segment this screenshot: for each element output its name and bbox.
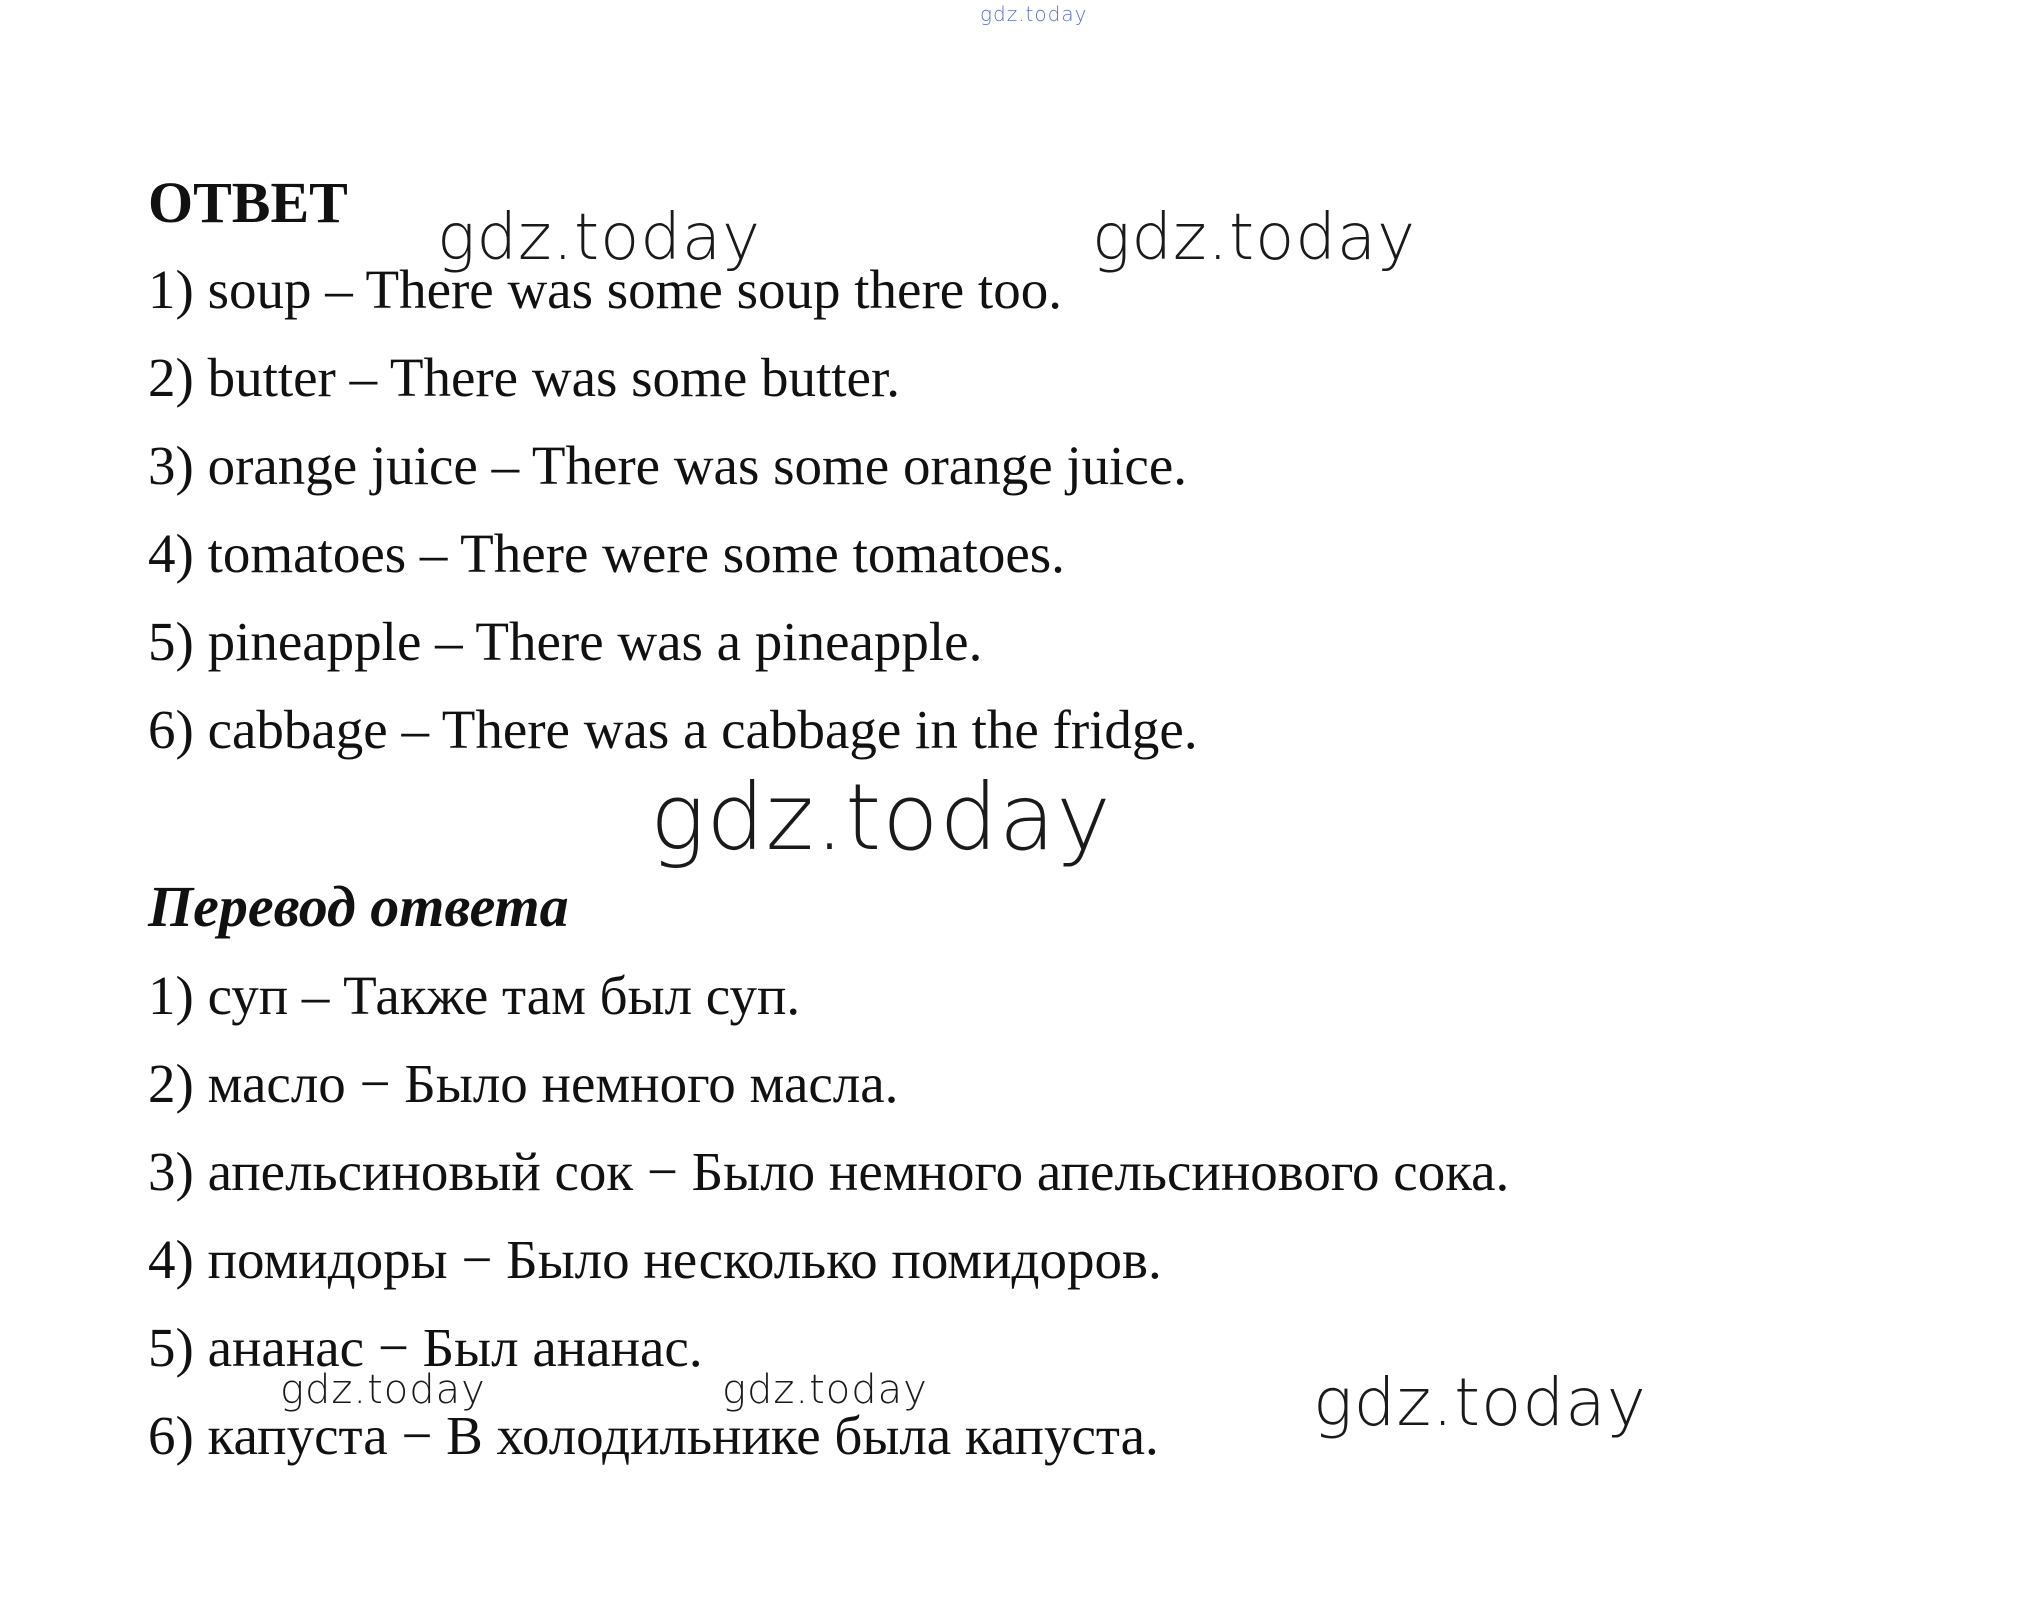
answer-item: 1) soup – There was some soup there too. <box>148 259 1062 320</box>
translation-item: 3) апельсиновый сок − Было немного апельсинового сока. <box>148 1141 1510 1202</box>
watermark-right-upper: gdz.today <box>1092 201 1416 275</box>
answer-item: 6) cabbage – There was a cabbage in the fridge. <box>148 699 1198 760</box>
translation-item: 4) помидоры − Было несколько помидоров. <box>148 1229 1162 1290</box>
answer-item: 2) butter – There was some butter. <box>148 347 900 408</box>
watermark-bottom-left: gdz.today <box>280 1367 486 1413</box>
watermark-left-upper: gdz.today <box>437 201 761 275</box>
watermark-bottom-middle: gdz.today <box>722 1367 928 1413</box>
watermark-center: gdz.today <box>650 764 1112 871</box>
watermark-bottom-right: gdz.today <box>1313 1364 1647 1441</box>
translation-heading: Перевод ответа <box>148 874 569 939</box>
translation-item: 6) капуста − В холодильнике была капуста. <box>148 1405 1159 1466</box>
answer-item: 4) tomatoes – There were some tomatoes. <box>148 523 1065 584</box>
answer-item: 3) orange juice – There was some orange juice. <box>148 435 1187 496</box>
translation-item: 1) суп – Также там был суп. <box>148 965 801 1026</box>
answer-heading: ОТВЕТ <box>148 170 348 235</box>
translation-item: 2) масло − Было немного масла. <box>148 1053 899 1114</box>
answer-item: 5) pineapple – There was a pineapple. <box>148 611 983 672</box>
answer-list <box>148 246 1198 774</box>
watermark-top: gdz.today <box>980 2 1088 26</box>
translation-item: 5) ананас − Был ананас. <box>148 1317 703 1378</box>
